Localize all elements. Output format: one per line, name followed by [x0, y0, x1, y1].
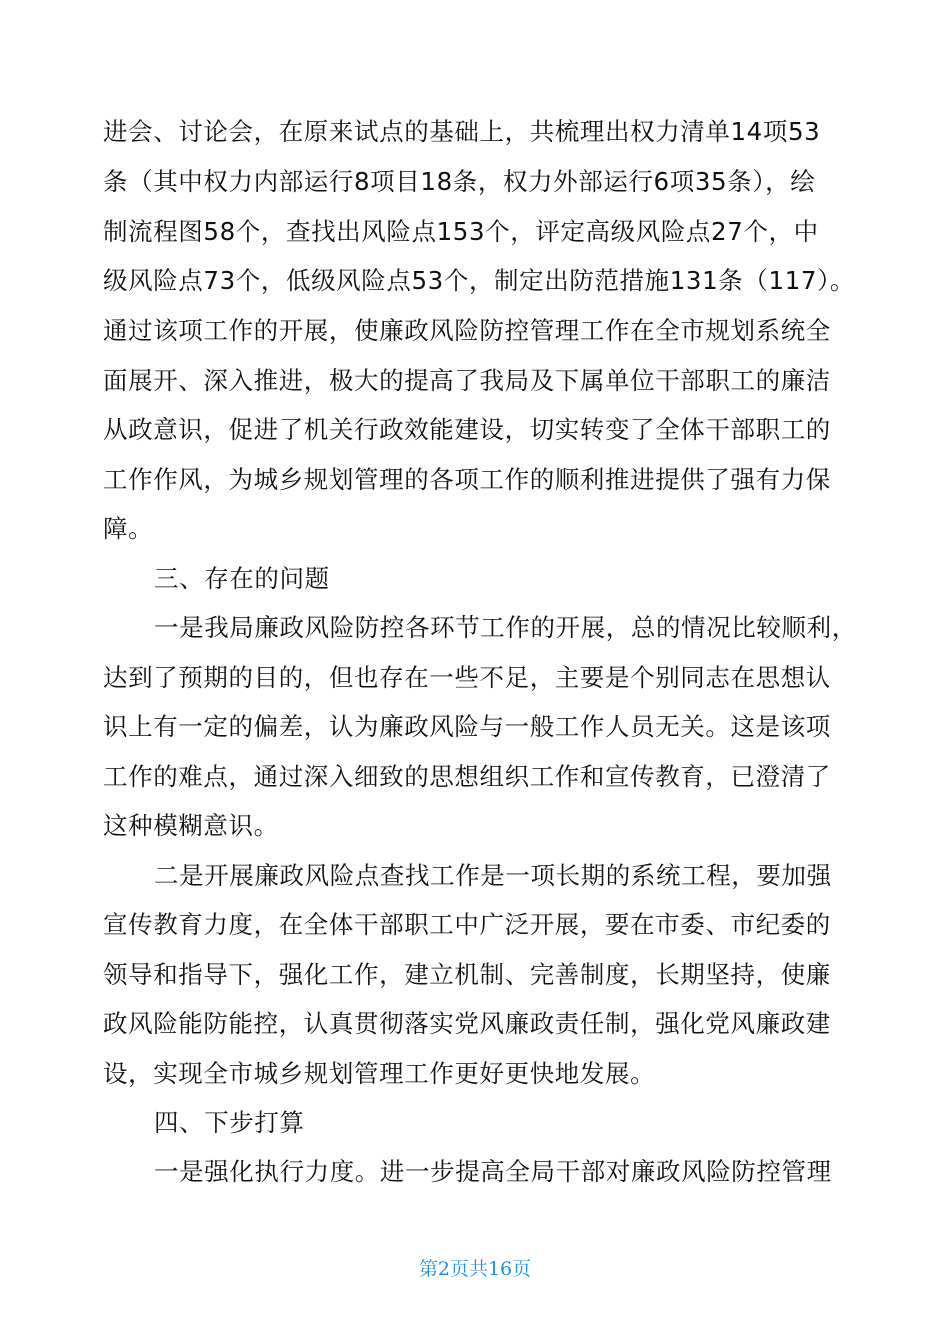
body-line: 从政意识，促进了机关行政效能建设，切实转变了全体干部职工的: [103, 415, 831, 444]
section-heading-next-steps: 四、下步打算: [154, 1108, 305, 1137]
section-heading-problems: 三、存在的问题: [154, 564, 330, 593]
body-line: 条（其中权力内部运行8项目18条，权力外部运行6项35条），绘: [103, 167, 816, 196]
body-line: 面展开、深入推进，极大的提高了我局及下属单位干部职工的廉洁: [103, 366, 831, 395]
body-line: 工作的难点，通过深入细致的思想组织工作和宣传教育，已澄清了: [103, 762, 831, 791]
page-number-footer: 第2页共16页: [418, 1258, 532, 1280]
body-line: 通过该项工作的开展，使廉政风险防控管理工作在全市规划系统全: [103, 316, 831, 345]
paragraph-first-line: 一是我局廉政风险防控各环节工作的开展，总的情况比较顺利，: [154, 613, 857, 642]
body-line: 这种模糊意识。: [103, 811, 279, 840]
body-line: 进会、讨论会，在原来试点的基础上，共梳理出权力清单14项53: [103, 117, 821, 146]
body-line: 识上有一定的偏差，认为廉政风险与一般工作人员无关。这是该项: [103, 712, 831, 741]
body-line: 领导和指导下，强化工作，建立机制、完善制度，长期坚持，使廉: [103, 960, 831, 989]
body-line: 宣传教育力度，在全体干部职工中广泛开展，要在市委、市纪委的: [103, 910, 831, 939]
body-line: 设，实现全市城乡规划管理工作更好更快地发展。: [103, 1059, 656, 1088]
body-line: 政风险能防能控，认真贯彻落实党风廉政责任制，强化党风廉政建: [103, 1009, 831, 1038]
body-line: 达到了预期的目的，但也存在一些不足，主要是个别同志在思想认: [103, 663, 831, 692]
body-line: 障。: [103, 514, 154, 543]
paragraph-first-line: 二是开展廉政风险点查找工作是一项长期的系统工程，要加强: [154, 861, 832, 890]
body-line: 制流程图58个，查找出风险点153个，评定高级风险点27个，中: [103, 217, 819, 246]
body-line: 工作作风，为城乡规划管理的各项工作的顺利推进提供了强有力保: [103, 465, 831, 494]
body-line: 级风险点73个，低级风险点53个，制定出防范措施131条（117）。: [103, 266, 856, 295]
paragraph-first-line: 一是强化执行力度。进一步提高全局干部对廉政风险防控管理: [154, 1157, 832, 1186]
